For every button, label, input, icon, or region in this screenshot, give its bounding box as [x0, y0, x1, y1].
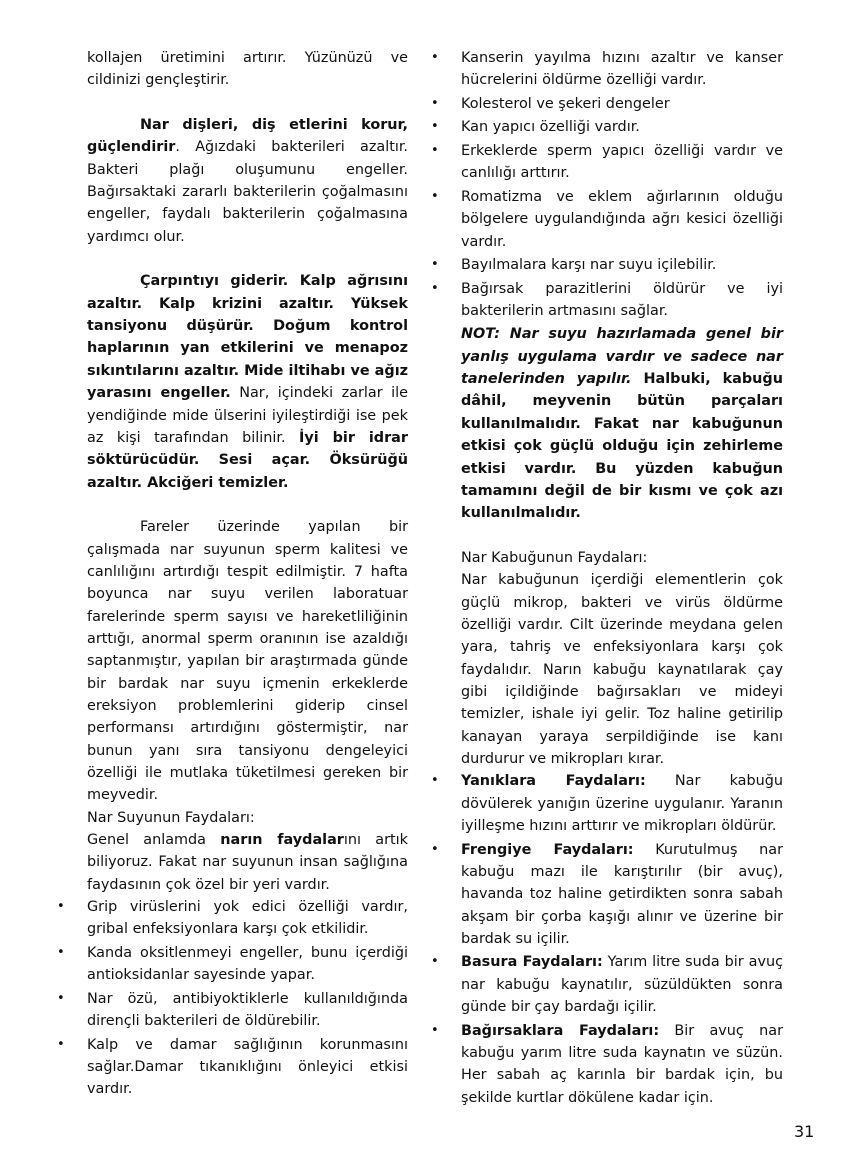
item-text: Nar kabuğu dövülerek yanığın üzerine uygulanır. Yaranın iyilleşme hızını arttırır ve mikropları öldürür. [461, 773, 783, 834]
spacer [87, 92, 408, 114]
heading-peel-benefits: Nar Kabuğunun Faydaları: [461, 549, 648, 566]
page-number: 31 [794, 1122, 815, 1141]
list-item: • Erkeklerde sperm yapıcı özelliği vardır ve canlılığı arttırır. [461, 140, 783, 185]
list-item: • Grip virüslerini yok edici özelliği vardır, gribal enfeksiyonlara karşı çok etkilidir. [87, 896, 408, 941]
list-item [461, 1020, 783, 1109]
paragraph-teeth [87, 114, 408, 248]
list-item: • Kolesterol ve şekeri dengeler [461, 93, 783, 115]
item-label: Frengiye Faydaları: [461, 841, 634, 858]
item-text: Bir avuç nar kabuğu yarım litre suda kaynatın ve süzün. Her sabah aç karınla bir bardak için, bu şekilde kurtlar dökülene kadar için. [461, 1022, 783, 1106]
juice-benefits-list [87, 896, 408, 1101]
spacer [87, 248, 408, 270]
item-label: Yanıklara Faydaları: [461, 773, 646, 790]
item-label: Basura Faydaları: [461, 954, 603, 971]
juice-benefits-list-cont [461, 47, 783, 322]
paragraph-collagen: kollajen üretimini artırır. Yüzünüzü ve cildinizi gençleştirir. [87, 50, 408, 89]
general-bold: narın faydalar [220, 832, 344, 849]
paragraph-general [87, 829, 408, 896]
list-item: • Kanserin yayılma hızını azaltır ve kanser hücrelerini öldürme özelliği vardır. [461, 47, 783, 92]
list-item: • Nar özü, antibiyoktiklerle kullanıldığında dirençli bakterileri de öldürebilir. [87, 988, 408, 1033]
list-item [461, 770, 783, 837]
list-item: • Bağırsak parazitlerini öldürür ve iyi bakterilerin artmasını sağlar. [461, 278, 783, 323]
paragraph-heart [87, 270, 408, 493]
list-item: • Kan yapıcı özelliği vardır. [461, 116, 783, 138]
note-paragraph [461, 323, 783, 524]
teeth-bold: Nar dişleri, diş etlerini korur, güçlendirir [87, 117, 408, 156]
heart-bold-2: İyi bir idrar söktürücüdür. Sesi açar. Öksürüğü azaltır. Akciğeri temizler. [87, 429, 408, 491]
teeth-text: . Ağızdaki bakterileri azaltır. Bakteri plağı oluşumunu engeller. Bağırsaktaki zararlı bakterilerin çoğalmasını engeller, faydalı bakterilerin çoğalmasına yardımcı olur. [87, 139, 408, 245]
list-item: • Kanda oksitlenmeyi engeller, bunu içerdiği antioksidanlar sayesinde yapar. [87, 942, 408, 987]
right-column [461, 47, 783, 1110]
item-text: Yarım litre suda bir avuç nar kabuğu kaynatılır, süzüldükten sonra günde bir çay bardağı içilir. [461, 954, 783, 1016]
heart-text: Nar, içindeki zarlar ile yendiğinde mide ülserini iyileştirdiği ise pek az kişi tarafından bilinir. [87, 385, 408, 446]
list-item [461, 839, 783, 951]
item-text: Kurutulmuş nar kabuğu mazı ile karıştırılır (bir avuç), havanda toz haline getirdikten sonra sabah akşam bir çorba kaşığı alınır ve üzerine bir bardak su içilir. [461, 841, 783, 947]
note-italic: NOT: Nar suyu hazırlamada genel bir yanlış uygulama vardır ve sadece nar tanelerinden yapılır. [461, 326, 783, 388]
note-bold: Halbuki, kabuğu dâhil, meyvenin bütün parçaları kullanılmalıdır. Fakat nar kabuğunun etkisi çok güçlü olduğu için zehirleme etkisi vardır. Bu yüzden kabuğun tamamını değil de bir kısmı ve çok azı kullanılmalıdır. [461, 371, 783, 522]
paragraph-study: Fareler üzerinde yapılan bir çalışmada nar suyunun sperm kalitesi ve canlılığını artırdığı tespit edilmiştir. 7 hafta boyunca nar suyu verilen laboratuar farelerinde sperm sayısı ve hareketliliğinin arttığı, anormal sperm oranının ise azaldığı saptanmıştır, yapılan bir araştırmada günde bir bardak nar suyu içmenin erkeklerde ereksiyon problemlerini giderip cinsel performansı artırdığını göstermiştir, nar bunun yanı sıra tansiyonu dengeleyici özelliği ile mutlaka tüketilmesi gereken bir meyvedir. [87, 519, 408, 804]
list-item: • Bayılmalara karşı nar suyu içilebilir. [461, 254, 783, 276]
heading-juice-benefits: Nar Suyunun Faydaları: [87, 809, 255, 826]
heart-bold: Çarpıntıyı giderir. Kalp ağrısını azaltır. Kalp krizini azaltır. Yüksek tansiyonu düşürür. Doğum kontrol haplarının yan etkilerini ve menapoz sıkıntılarını azaltır. Mide iltihabı ve ağız yarasını engeller. [87, 273, 408, 402]
list-item: • Kalp ve damar sağlığının korunmasını sağlar.Damar tıkanıklığını önleyici etkisi vardır. [87, 1034, 408, 1101]
item-label: Bağırsaklara Faydaları: [461, 1022, 660, 1039]
general-text-b: ını artık biliyoruz. Fakat nar suyunun insan sağlığına faydasının çok özel bir yeri vardır. [87, 832, 408, 893]
list-item: • Romatizma ve eklem ağırlarının olduğu bölgelere uygulandığında ağrı kesici özelliği vardır. [461, 186, 783, 253]
left-column [87, 47, 408, 1102]
paragraph-peel: Nar kabuğunun içerdiği elementlerin çok güçlü mikrop, bakteri ve virüs öldürme özelliği vardır. Cilt üzerinde meydana gelen yara, tahriş ve enfeksiyonlara karşı çok faydalıdır. Narın kabuğu kaynatılarak çay gibi içildiğinde bağırsakları ve mideyi temizler, ishale iyi gelir. Toz haline getirilip kanayan yaraya serpildiğinde ise kanı durdurur ve mikropları kırar. [461, 572, 783, 767]
peel-benefits-list [461, 770, 783, 1109]
spacer [87, 494, 408, 516]
general-text-a: Genel anlamda [87, 832, 221, 849]
list-item [461, 951, 783, 1018]
spacer [461, 525, 783, 547]
